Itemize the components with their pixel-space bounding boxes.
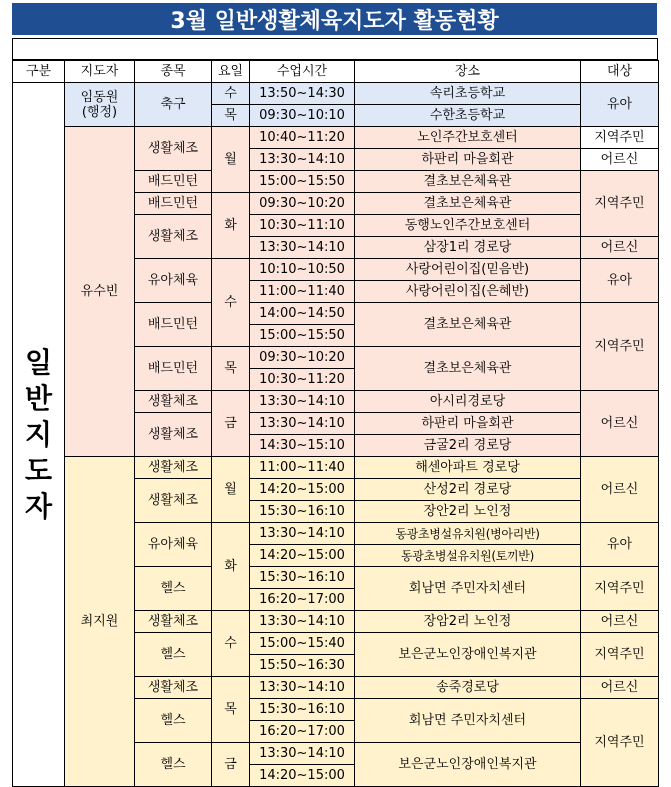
sport-cell: 배드민턴 xyxy=(135,193,212,215)
category-char: 반 xyxy=(24,381,53,415)
page-title: 3월 일반생활체육지도자 활동현황 xyxy=(12,3,657,35)
time-cell: 11:00~11:40 xyxy=(250,281,355,303)
table-row xyxy=(13,457,659,479)
place-cell: 장암2리 노인정 xyxy=(355,611,581,633)
sport-cell: 생활체조 xyxy=(135,611,212,633)
sport-cell: 배드민턴 xyxy=(135,171,212,193)
leader-cell: 최지원 xyxy=(65,457,135,787)
sport-cell: 축구 xyxy=(135,83,212,127)
time-cell: 13:30~14:10 xyxy=(250,523,355,545)
day-cell: 금 xyxy=(212,391,250,457)
sport-cell: 생활체조 xyxy=(135,391,212,413)
place-cell: 결초보은체육관 xyxy=(355,171,581,193)
target-cell: 지역주민 xyxy=(581,127,659,149)
time-cell: 14:20~15:00 xyxy=(250,765,355,787)
day-cell: 화 xyxy=(212,193,250,259)
time-cell: 15:50~16:30 xyxy=(250,655,355,677)
col-header: 지도자 xyxy=(65,61,135,83)
time-cell: 13:30~14:10 xyxy=(250,677,355,699)
target-cell: 어르신 xyxy=(581,149,659,171)
place-cell: 아시리경로당 xyxy=(355,391,581,413)
sport-cell: 배드민턴 xyxy=(135,347,212,391)
category-char: 도 xyxy=(24,453,53,487)
time-cell: 14:30~15:10 xyxy=(250,435,355,457)
time-cell: 15:30~16:10 xyxy=(250,699,355,721)
place-cell: 회남면 주민자치센터 xyxy=(355,567,581,611)
sport-cell: 헬스 xyxy=(135,633,212,677)
day-cell: 수 xyxy=(212,259,250,347)
place-cell: 수한초등학교 xyxy=(355,105,581,127)
place-cell: 해센아파트 경로당 xyxy=(355,457,581,479)
table-row xyxy=(13,83,659,105)
sport-cell: 생활체조 xyxy=(135,479,212,523)
place-cell: 사랑어린이집(믿음반) xyxy=(355,259,581,281)
place-cell: 동행노인주간보호센터 xyxy=(355,215,581,237)
time-cell: 15:00~15:50 xyxy=(250,325,355,347)
place-cell: 하판리 마을회관 xyxy=(355,149,581,171)
day-cell: 목 xyxy=(212,347,250,391)
place-cell: 사랑어린이집(은혜반) xyxy=(355,281,581,303)
place-cell: 산성2리 경로당 xyxy=(355,479,581,501)
place-cell: 결초보은체육관 xyxy=(355,303,581,347)
sport-cell: 생활체조 xyxy=(135,457,212,479)
time-cell: 11:00~11:40 xyxy=(250,457,355,479)
time-cell: 14:00~14:50 xyxy=(250,303,355,325)
target-cell: 지역주민 xyxy=(581,303,659,391)
time-cell: 09:30~10:20 xyxy=(250,347,355,369)
target-cell: 지역주민 xyxy=(581,567,659,611)
target-cell: 어르신 xyxy=(581,677,659,699)
schedule-table xyxy=(12,60,659,787)
col-header: 요일 xyxy=(212,61,250,83)
time-cell: 14:20~15:00 xyxy=(250,545,355,567)
target-cell: 지역주민 xyxy=(581,171,659,237)
table-row xyxy=(13,127,659,149)
leader-cell: 유수빈 xyxy=(65,127,135,457)
time-cell: 09:30~10:10 xyxy=(250,105,355,127)
time-cell: 15:30~16:10 xyxy=(250,567,355,589)
day-cell: 화 xyxy=(212,523,250,611)
time-cell: 10:30~11:10 xyxy=(250,215,355,237)
sport-cell: 유아체육 xyxy=(135,259,212,303)
day-cell: 수 xyxy=(212,611,250,677)
blank-row xyxy=(12,38,658,60)
sport-cell: 생활체조 xyxy=(135,215,212,259)
place-cell: 하판리 마을회관 xyxy=(355,413,581,435)
target-cell: 어르신 xyxy=(581,391,659,457)
time-cell: 10:40~11:20 xyxy=(250,127,355,149)
place-cell: 보은군노인장애인복지관 xyxy=(355,743,581,787)
sport-cell: 유아체육 xyxy=(135,523,212,567)
place-cell: 회남면 주민자치센터 xyxy=(355,699,581,743)
time-cell: 13:30~14:10 xyxy=(250,413,355,435)
header-row xyxy=(13,61,659,83)
day-cell: 월 xyxy=(212,457,250,523)
place-cell: 삼장1리 경로당 xyxy=(355,237,581,259)
col-header: 대상 xyxy=(581,61,659,83)
place-cell: 노인주간보호센터 xyxy=(355,127,581,149)
time-cell: 13:30~14:10 xyxy=(250,391,355,413)
target-cell: 어르신 xyxy=(581,237,659,259)
category-char: 일 xyxy=(24,345,53,379)
target-cell: 어르신 xyxy=(581,457,659,523)
time-cell: 15:00~15:50 xyxy=(250,171,355,193)
col-header: 종목 xyxy=(135,61,212,83)
target-cell: 유아 xyxy=(581,523,659,567)
time-cell: 15:30~16:10 xyxy=(250,501,355,523)
sport-cell: 생활체조 xyxy=(135,413,212,457)
time-cell: 14:20~15:00 xyxy=(250,479,355,501)
target-cell: 어르신 xyxy=(581,611,659,633)
time-cell: 13:30~14:10 xyxy=(250,743,355,765)
col-header: 장소 xyxy=(355,61,581,83)
target-cell: 유아 xyxy=(581,259,659,303)
time-cell: 15:00~15:40 xyxy=(250,633,355,655)
time-cell: 13:30~14:10 xyxy=(250,611,355,633)
day-cell: 목 xyxy=(212,105,250,127)
time-cell: 13:30~14:10 xyxy=(250,149,355,171)
place-cell: 금굴2리 경로당 xyxy=(355,435,581,457)
place-cell: 동광초병설유치원(토끼반) xyxy=(355,545,581,567)
place-cell: 보은군노인장애인복지관 xyxy=(355,633,581,677)
time-cell: 10:30~11:20 xyxy=(250,369,355,391)
col-header: 구분 xyxy=(13,61,65,83)
target-cell: 지역주민 xyxy=(581,633,659,677)
time-cell: 16:20~17:00 xyxy=(250,589,355,611)
time-cell: 13:50~14:30 xyxy=(250,83,355,105)
day-cell: 월 xyxy=(212,127,250,193)
target-cell: 지역주민 xyxy=(581,699,659,787)
place-cell: 동광초병설유치원(병아리반) xyxy=(355,523,581,545)
place-cell: 장안2리 노인정 xyxy=(355,501,581,523)
day-cell: 목 xyxy=(212,677,250,743)
time-cell: 16:20~17:00 xyxy=(250,721,355,743)
place-cell: 속리초등학교 xyxy=(355,83,581,105)
col-header: 수업시간 xyxy=(250,61,355,83)
sport-cell: 생활체조 xyxy=(135,677,212,699)
sport-cell: 헬스 xyxy=(135,743,212,787)
time-cell: 13:30~14:10 xyxy=(250,237,355,259)
time-cell: 09:30~10:20 xyxy=(250,193,355,215)
category-char: 자 xyxy=(24,489,53,523)
target-cell: 유아 xyxy=(581,83,659,127)
place-cell: 결초보은체육관 xyxy=(355,347,581,391)
category-char: 지 xyxy=(24,417,53,451)
sport-cell: 헬스 xyxy=(135,699,212,743)
day-cell: 금 xyxy=(212,743,250,787)
place-cell: 송죽경로당 xyxy=(355,677,581,699)
sport-cell: 생활체조 xyxy=(135,127,212,171)
time-cell: 10:10~10:50 xyxy=(250,259,355,281)
category-cell xyxy=(13,83,65,787)
leader-cell: 임동원 (행정) xyxy=(65,83,135,127)
place-cell: 결초보은체육관 xyxy=(355,193,581,215)
sport-cell: 헬스 xyxy=(135,567,212,611)
day-cell: 수 xyxy=(212,83,250,105)
sport-cell: 배드민턴 xyxy=(135,303,212,347)
